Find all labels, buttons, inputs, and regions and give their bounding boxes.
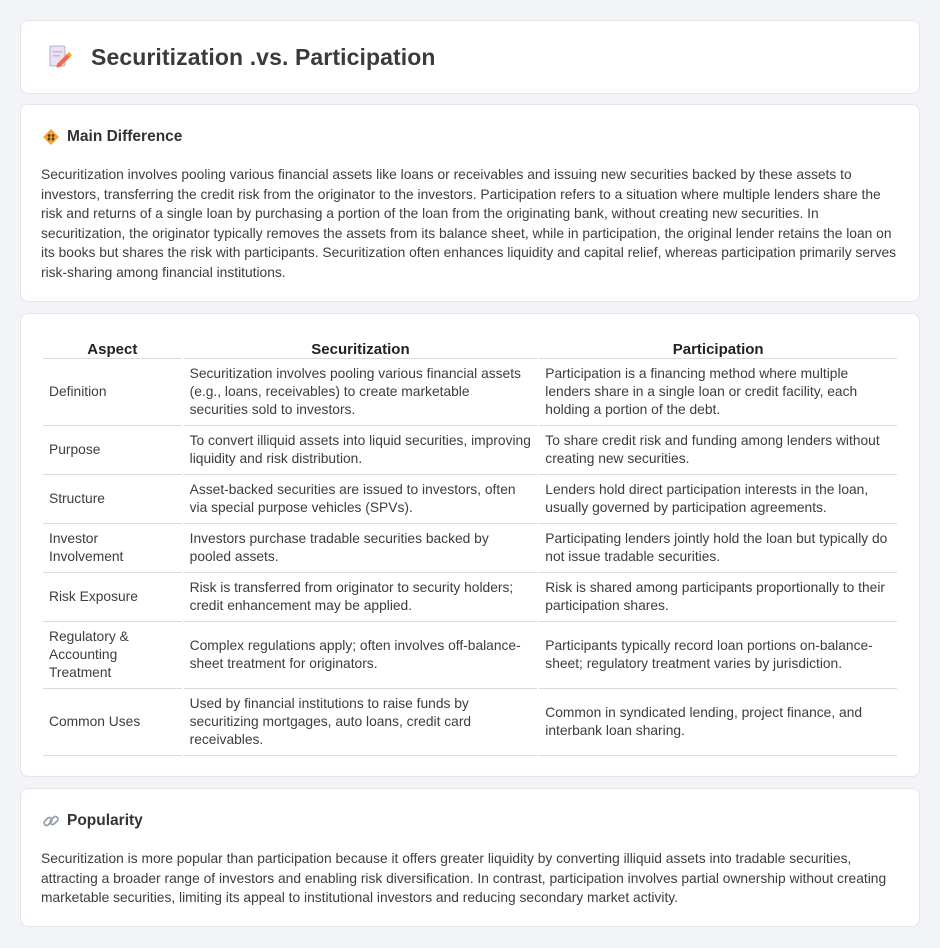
participation-cell: Participating lenders jointly hold the loan but typically do not issue tradable securities. bbox=[539, 524, 897, 573]
table-row bbox=[43, 573, 897, 622]
table-row bbox=[43, 622, 897, 689]
aspect-cell: Structure bbox=[43, 475, 182, 524]
aspect-cell: Purpose bbox=[43, 426, 182, 475]
aspect-cell: Regulatory & Accounting Treatment bbox=[43, 622, 182, 689]
securitization-cell: Securitization involves pooling various financial assets (e.g., loans, receivables) to create marketable securities sold to investors. bbox=[184, 359, 538, 426]
header-aspect: Aspect bbox=[43, 335, 182, 359]
popularity-text: Securitization is more popular than participation because it offers greater liquidity by converting illiquid assets into tradable securities, attracting a broader range of investors and enabling risk diversification. In contrast, participation involves partial ownership without creating marketable securities, limiting its appeal to institutional investors and reducing secondary market activity. bbox=[41, 851, 887, 905]
page-title: Securitization .vs. Participation bbox=[91, 43, 436, 70]
document-pencil-icon bbox=[45, 43, 73, 71]
main-difference-card bbox=[20, 104, 920, 302]
table-row bbox=[43, 524, 897, 573]
aspect-cell: Definition bbox=[43, 359, 182, 426]
comparison-table bbox=[41, 335, 899, 756]
securitization-cell: Risk is transferred from originator to security holders; credit enhancement may be applied. bbox=[184, 573, 538, 622]
securitization-cell: Investors purchase tradable securities backed by pooled assets. bbox=[184, 524, 538, 573]
table-row bbox=[43, 689, 897, 756]
popularity-card bbox=[20, 788, 920, 927]
table-row bbox=[43, 359, 897, 426]
aspect-cell: Investor Involvement bbox=[43, 524, 182, 573]
table-row bbox=[43, 475, 897, 524]
popularity-title: Popularity bbox=[67, 812, 143, 829]
participation-cell: Participation is a financing method where multiple lenders share in a single loan or credit facility, each holding a portion of the debt. bbox=[539, 359, 897, 426]
aspect-cell: Common Uses bbox=[43, 689, 182, 756]
securitization-cell: To convert illiquid assets into liquid securities, improving liquidity and risk distribution. bbox=[184, 426, 538, 475]
main-difference-text: Securitization involves pooling various financial assets like loans or receivables and issuing new securities backed by these assets to investors, transferring the credit risk from the originator to the investors. Participation refers to a situation where multiple lenders share the risk and returns of a single loan by purchasing a portion of the loan from the originating bank, without creating new securities. In securitization, the originator typically removes the assets from its balance sheet, while in participation, the original lender retains the loan on its books but shares the risk with participants. Securitization often enhances liquidity and capital relief, whereas participation primarily serves risk-sharing among financial institutions. bbox=[41, 167, 897, 280]
header-securitization: Securitization bbox=[184, 335, 538, 359]
aspect-cell: Risk Exposure bbox=[43, 573, 182, 622]
table-row bbox=[43, 426, 897, 475]
securitization-cell: Complex regulations apply; often involves off-balance-sheet treatment for originators. bbox=[184, 622, 538, 689]
header-participation: Participation bbox=[539, 335, 897, 359]
comparison-card bbox=[20, 313, 920, 777]
securitization-cell: Used by financial institutions to raise funds by securitizing mortgages, auto loans, credit card receivables. bbox=[184, 689, 538, 756]
securitization-cell: Asset-backed securities are issued to investors, often via special purpose vehicles (SPVs). bbox=[184, 475, 538, 524]
main-difference-title: Main Difference bbox=[67, 128, 183, 145]
participation-cell: To share credit risk and funding among lenders without creating new securities. bbox=[539, 426, 897, 475]
table-header-row bbox=[43, 335, 897, 359]
participation-cell: Risk is shared among participants proportionally to their participation shares. bbox=[539, 573, 897, 622]
link-icon bbox=[41, 811, 61, 831]
diamond-people-icon bbox=[41, 127, 61, 147]
participation-cell: Participants typically record loan portions on-balance-sheet; regulatory treatment varies by jurisdiction. bbox=[539, 622, 897, 689]
participation-cell: Common in syndicated lending, project finance, and interbank loan sharing. bbox=[539, 689, 897, 756]
participation-cell: Lenders hold direct participation interests in the loan, usually governed by participation agreements. bbox=[539, 475, 897, 524]
title-card bbox=[20, 20, 920, 94]
